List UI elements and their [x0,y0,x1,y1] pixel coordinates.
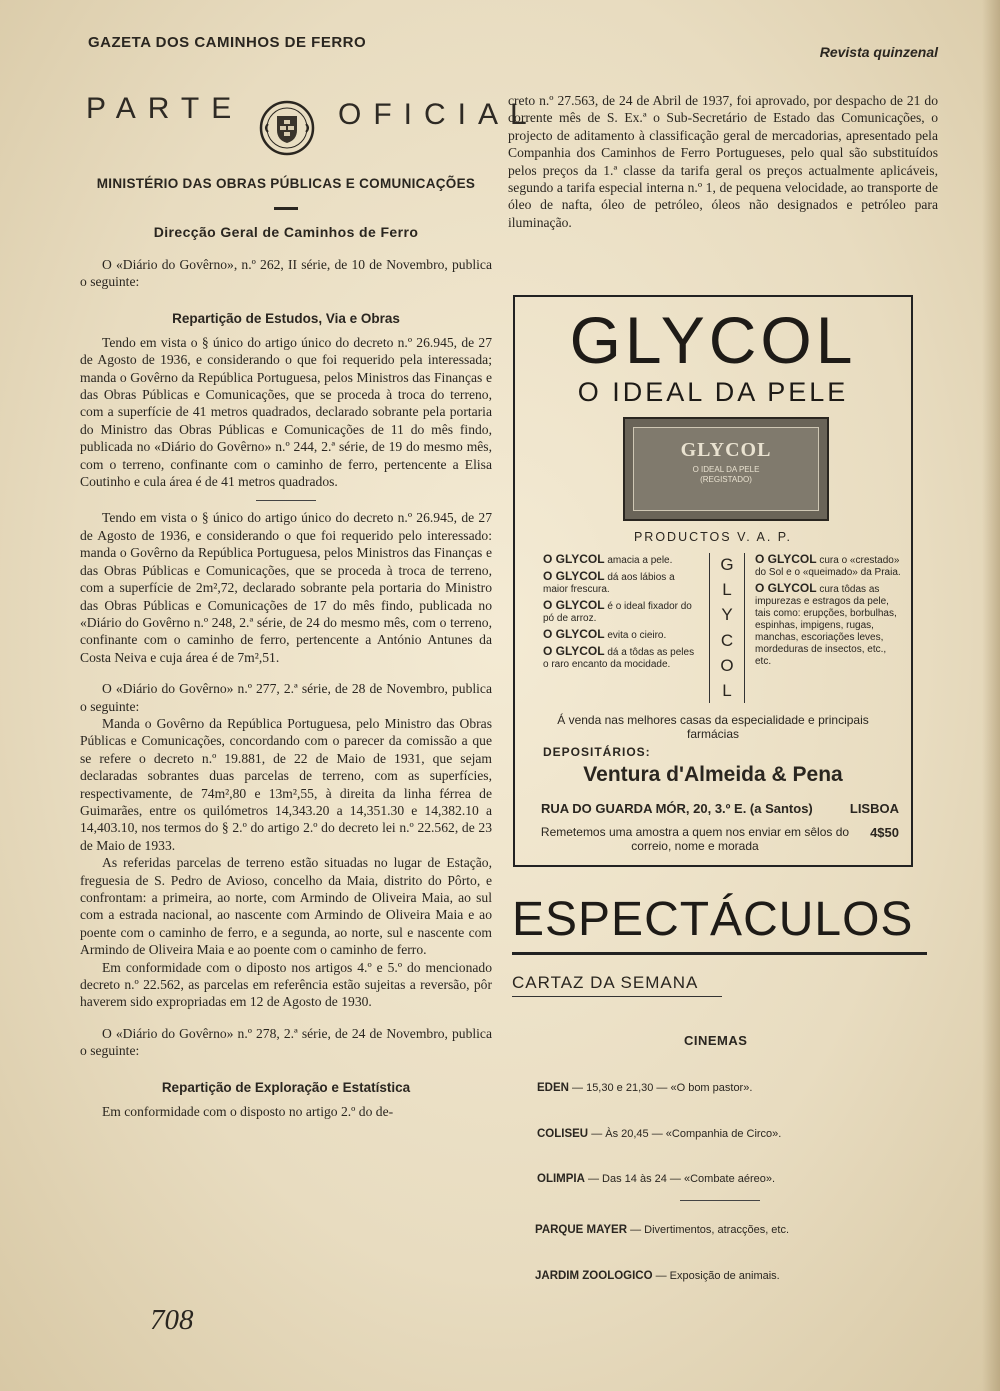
ad-availability: Á venda nas melhores casas da especialidade e principais farmácias [557,713,869,741]
claim: O GLYCOL amacia a pele. [543,552,673,566]
listing-item: OLIMPIA — Das 14 às 24 — «Combate aéreo». [537,1173,776,1185]
ad-city: LISBOA [849,801,899,816]
ad-address: RUA DO GUARDA MÓR, 20, 3.º E. (a Santos) [541,801,813,816]
cartaz-heading: CARTAZ DA SEMANA [512,973,699,992]
ad-company: Ventura d'Almeida & Pena [583,763,843,786]
claim: O GLYCOL evita o cieiro. [543,627,667,641]
left-column [80,92,539,1120]
heading-parte: PARTE [86,92,244,125]
listing-item: EDEN — 15,30 e 21,30 — «O bom pastor». [537,1082,753,1094]
journal-subtitle: Revista quinzenal [819,44,938,60]
claim: O GLYCOL cura tôdas as impurezas e estragos da pele, tais como: erupções, borbulhas, espinhas, impigens, rugas, manchas, escoriações leves, mordeduras de insectos, etc., etc. [755,581,897,667]
vertical-letter: L [722,580,732,600]
ad-sample-offer: Remetemos uma amostra a quem nos enviar em sêlos do correio, nome e morada [540,825,850,853]
divider [512,996,722,997]
divider [512,952,927,955]
cinemas-heading: CINEMAS [684,1033,748,1048]
listing-item: COLISEU — Às 20,45 — «Companhia de Circo». [537,1128,782,1140]
divider [256,500,316,501]
intro-paragraph: O «Diário do Govêrno», n.º 262, II série, de 10 de Novembro, publica o seguinte: [80,257,492,290]
label-brand: GLYCOL [680,439,772,461]
claim: O GLYCOL dá aos lábios a maior frescura. [543,569,675,595]
body-paragraph: As referidas parcelas de terreno estão situadas no lugar de Estação, freguesia de S. Pedro de Avioso, concelho da Maia, distrito do Pôrto, e confrontam: a primeira, ao norte, com Armindo de Oliveira Maia, ao sul com a estrada nacional, ao nascente com Armindo de Oliveira Maia e ao poente com o caminho de ferro, e a segunda, ao norte, sul e nascente com Armindo de Oliveira Maia e ao poente com o caminho de ferro. [80,855,492,958]
product-label-image [623,417,829,521]
coat-of-arms-icon [258,96,316,160]
glycol-advertisement [513,295,913,867]
body-paragraph: Manda o Govêrno da República Portuguesa, pelo Ministro das Obras Públicas e Comunicações, concordando com o parecer da comissão a que se refere o decreto n.º 19.881, de 22 de Maio de 1931, que sejam declaradas sobrantes duas parcelas de terreno, com as superfícies, respectivamente, de 74m²,80 e 13m²,55, à direita da linha férrea de Guimarães, entre os quilómetros 14,343.20 a 14,351.30 e 14,382.10 a 14,403.10, nos termos do § 2.º do artigo 2.º do decreto lei n.º 22.562, de 23 de Maio de 1933. [80,715,492,853]
heading-oficial: OFICIAL [338,98,539,131]
vertical-letter: O [720,655,734,675]
claim: O GLYCOL é o ideal fixador do pó de arroz. [543,598,692,624]
espectaculos-title: ESPECTÁCULOS [512,893,914,946]
claims-left [543,553,701,674]
vertical-glycol [709,553,745,703]
vertical-letter: C [720,630,734,650]
body-paragraph: Em conformidade com o disposto no artigo 2.º do de- [102,1103,394,1119]
listing-item: PARQUE MAYER — Divertimentos, atracções, etc. [535,1224,790,1236]
ministry-title: MINISTÉRIO DAS OBRAS PÚBLICAS E COMUNICAÇÕES [96,176,476,191]
vertical-letter: Y [721,605,733,625]
body-paragraph: Em conformidade com o diposto nos artigos 4.º e 5.º do mencionado decreto n.º 22.562, as parcelas em referência estão sujeitas a reversão, pôr haverem sido expropriadas em 12 de Agosto de 1930. [80,959,492,1010]
vertical-letter: L [722,680,732,700]
body-paragraph: creto n.º 27.563, de 24 de Abril de 1937, foi aprovado, por despacho de 21 do corrente mês de S. Ex.ª o Sub-Secretário de Estado das Comunicações, o projecto de aditamento à classificação geral de mercadorias, apresentado pela Companhia dos Caminhos de Ferro Portugueses, pelo qual são substituídos pelos preços da 1.ª classe da tarifa geral os preços actualmente aplicáveis, segundo a tarifa especial interna n.º 1, de pequena velocidade, ao transporte de óleo de nafta, óleo de petróleo, óleos não designados e petróleo para iluminação. [508,93,938,230]
products-line: PRODUCTOS V. A. P. [633,530,793,544]
ad-title: GLYCOL [569,303,857,377]
divider [274,207,298,210]
vertical-letter: G [720,555,734,574]
section-heading: Repartição de Exploração e Estatística [161,1079,411,1095]
divider [680,1200,760,1201]
ad-price: 4$50 [870,825,899,840]
page-edge-shadow [982,0,1000,1391]
body-paragraph: Tendo em vista o § único do artigo único do decreto n.º 26.945, de 27 de Agosto de 1936, e considerando o que foi requerido pelo interessado: manda o Govêrno da República Portuguesa, pelos Ministros das Finanças e das Obras Públicas e Comunicações, que se proceda à troca de terreno, com a superfície de 2m²,72, declarado sobrante pela portaria do Ministro das Obras Públicas e Comunicações de 17 do mês findo, publicada no «Diário do Govêrno n.º 248, 2.ª série, de 24 do mesmo mês, com o terreno, confinante com o caminho de ferro, pertencente a António Antunes da Costa Neiva e cuja área é de 7m²,51. [80,510,492,665]
listing-item: JARDIM ZOOLOGICO — Exposição de animais. [535,1270,780,1282]
intro-paragraph: O «Diário do Govêrno» n.º 278, 2.ª série, de 24 de Novembro, publica o seguinte: [80,1025,492,1059]
label-line: (REGISTADO) [700,475,752,484]
parte-oficial-heading [80,92,539,170]
intro-paragraph: O «Diário do Govêrno» n.º 277, 2.ª série, de 28 de Novembro, publica o seguinte: [80,681,492,714]
journal-title: GAZETA DOS CAMINHOS DE FERRO [88,34,367,51]
body-paragraph: Tendo em vista o § único do artigo único do decreto n.º 26.945, de 27 de Agosto de 1936, e considerando o que foi requerido pela interessada; manda o Govêrno da República Portuguesa, pelos Ministros das Finanças e das Obras Públicas e Comunicações, que se proceda à troca do terreno, com a superfície de 41 metros quadrados, declarado sobrante pela portaria do Ministro das Obras Públicas e Comunicações de 11 do mês findo, publicada no «Diário do Govêrno» n.º 244, 2.ª série, de 19 do mesmo mês, com o terreno, confinante com o caminho de ferro, pertencente a Elisa Coutinho e cula área é de 41 metros quadrados. [80,334,492,490]
claim: O GLYCOL dá a tôdas as peles o raro encanto da mocidade. [543,644,695,670]
page-number: 708 [150,1304,194,1336]
claim: O GLYCOL cura o «crestado» do Sol e o «queimado» da Praia. [755,552,901,578]
label-line: O IDEAL DA PELE [692,465,760,474]
ad-depositarios: DEPOSITÁRIOS: [543,745,651,759]
claims-right [755,553,905,671]
right-column [508,92,938,231]
directorate-title: Direcção Geral de Caminhos de Ferro [153,224,419,240]
ad-subtitle: O IDEAL DA PELE [577,377,849,407]
section-heading: Repartição de Estudos, Via e Obras [172,310,400,326]
